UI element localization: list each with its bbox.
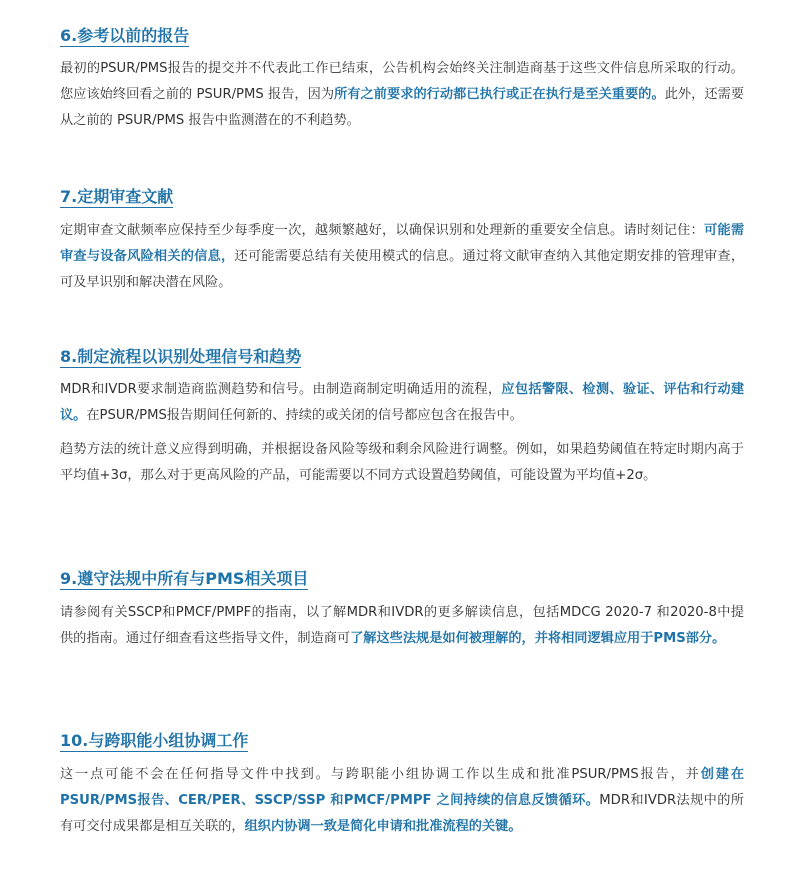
highlighted-text: 所有之前要求的行动都已执行或正在执行是至关重要的。: [334, 87, 665, 102]
section-paragraph: [60, 56, 744, 134]
body-text: 在PSUR/PMS报告期间任何新的、持续的或关闭的信号都应包含在报告中。: [86, 408, 523, 423]
body-text: MDR和IVDR法规中的所有可交付成果都是相互关联的，: [60, 793, 744, 834]
section-8: [60, 346, 744, 489]
body-text: 最初的PSUR/PMS报告的提交并不代表此工作已结束，公告机构会始终关注制造商基于这些文件信息所采取的行动。您应该始终回看之前的 PSUR/PMS 报告，因为: [60, 61, 744, 102]
body-text: MDR和IVDR要求制造商监测趋势和信号。由制造商制定明确适用的流程，: [60, 382, 502, 397]
body-text: 定期审查文献频率应保持至少每季度一次，越频繁越好，以确保识别和处理新的重要安全信息。请时刻记住：: [60, 223, 704, 238]
section-9: [60, 568, 744, 652]
section-heading: 6.参考以前的报告: [60, 26, 190, 45]
section-heading: 7.定期审查文献: [60, 187, 174, 206]
body-text: 此外，还需要从之前的 PSUR/PMS 报告中监测潜在的不利趋势。: [60, 87, 745, 128]
section-10: [60, 730, 744, 840]
section-paragraph: [60, 600, 744, 652]
section-7: [60, 186, 744, 296]
highlighted-text: 了解这些法规是如何被理解的，并将相同逻辑应用于PMS部分。: [350, 631, 726, 646]
section-6: [60, 25, 744, 134]
section-heading: 9.遵守法规中所有与PMS相关项目: [60, 569, 309, 588]
section-paragraph: [60, 377, 744, 429]
body-text: 请参阅有关SSCP和PMCF/PMPF的指南，以了解MDR和IVDR的更多解读信息，包括MDCG 2020-7 和2020-8中提供的指南。通过仔细查看这些指导文件，制造商可: [60, 605, 744, 646]
section-heading: 10.与跨职能小组协调工作: [60, 731, 249, 750]
highlighted-text: 可能需审查与设备风险相关的信息，: [60, 223, 745, 264]
body-text: 趋势方法的统计意义应得到明确，并根据设备风险等级和剩余风险进行调整。例如，如果趋势阈值在特定时期内高于平均值+3σ，那么对于更高风险的产品，可能需要以不同方式设置趋势阈值，可能设置为平均值+2σ。: [60, 442, 744, 483]
section-paragraph: [60, 218, 744, 296]
section-heading: 8.制定流程以识别处理信号和趋势: [60, 347, 302, 366]
section-paragraph: [60, 762, 744, 840]
section-paragraph: [60, 437, 744, 489]
highlighted-text: 创建在PSUR/PMS报告、CER/PER、SSCP/SSP 和PMCF/PMPF 之间持续的信息反馈循环。: [60, 767, 745, 808]
highlighted-text: 应包括警限、检测、验证、评估和行动建议。: [60, 382, 745, 423]
highlighted-text: 组织内协调一致是简化申请和批准流程的关键。: [244, 819, 522, 834]
body-text: 还可能需要总结有关使用模式的信息。通过将文献审查纳入其他定期安排的管理审查，可及早识别和解决潜在风险。: [60, 249, 745, 290]
body-text: 这一点可能不会在任何指导文件中找到。与跨职能小组协调工作以生成和批准PSUR/PMS报告，并: [60, 767, 701, 782]
